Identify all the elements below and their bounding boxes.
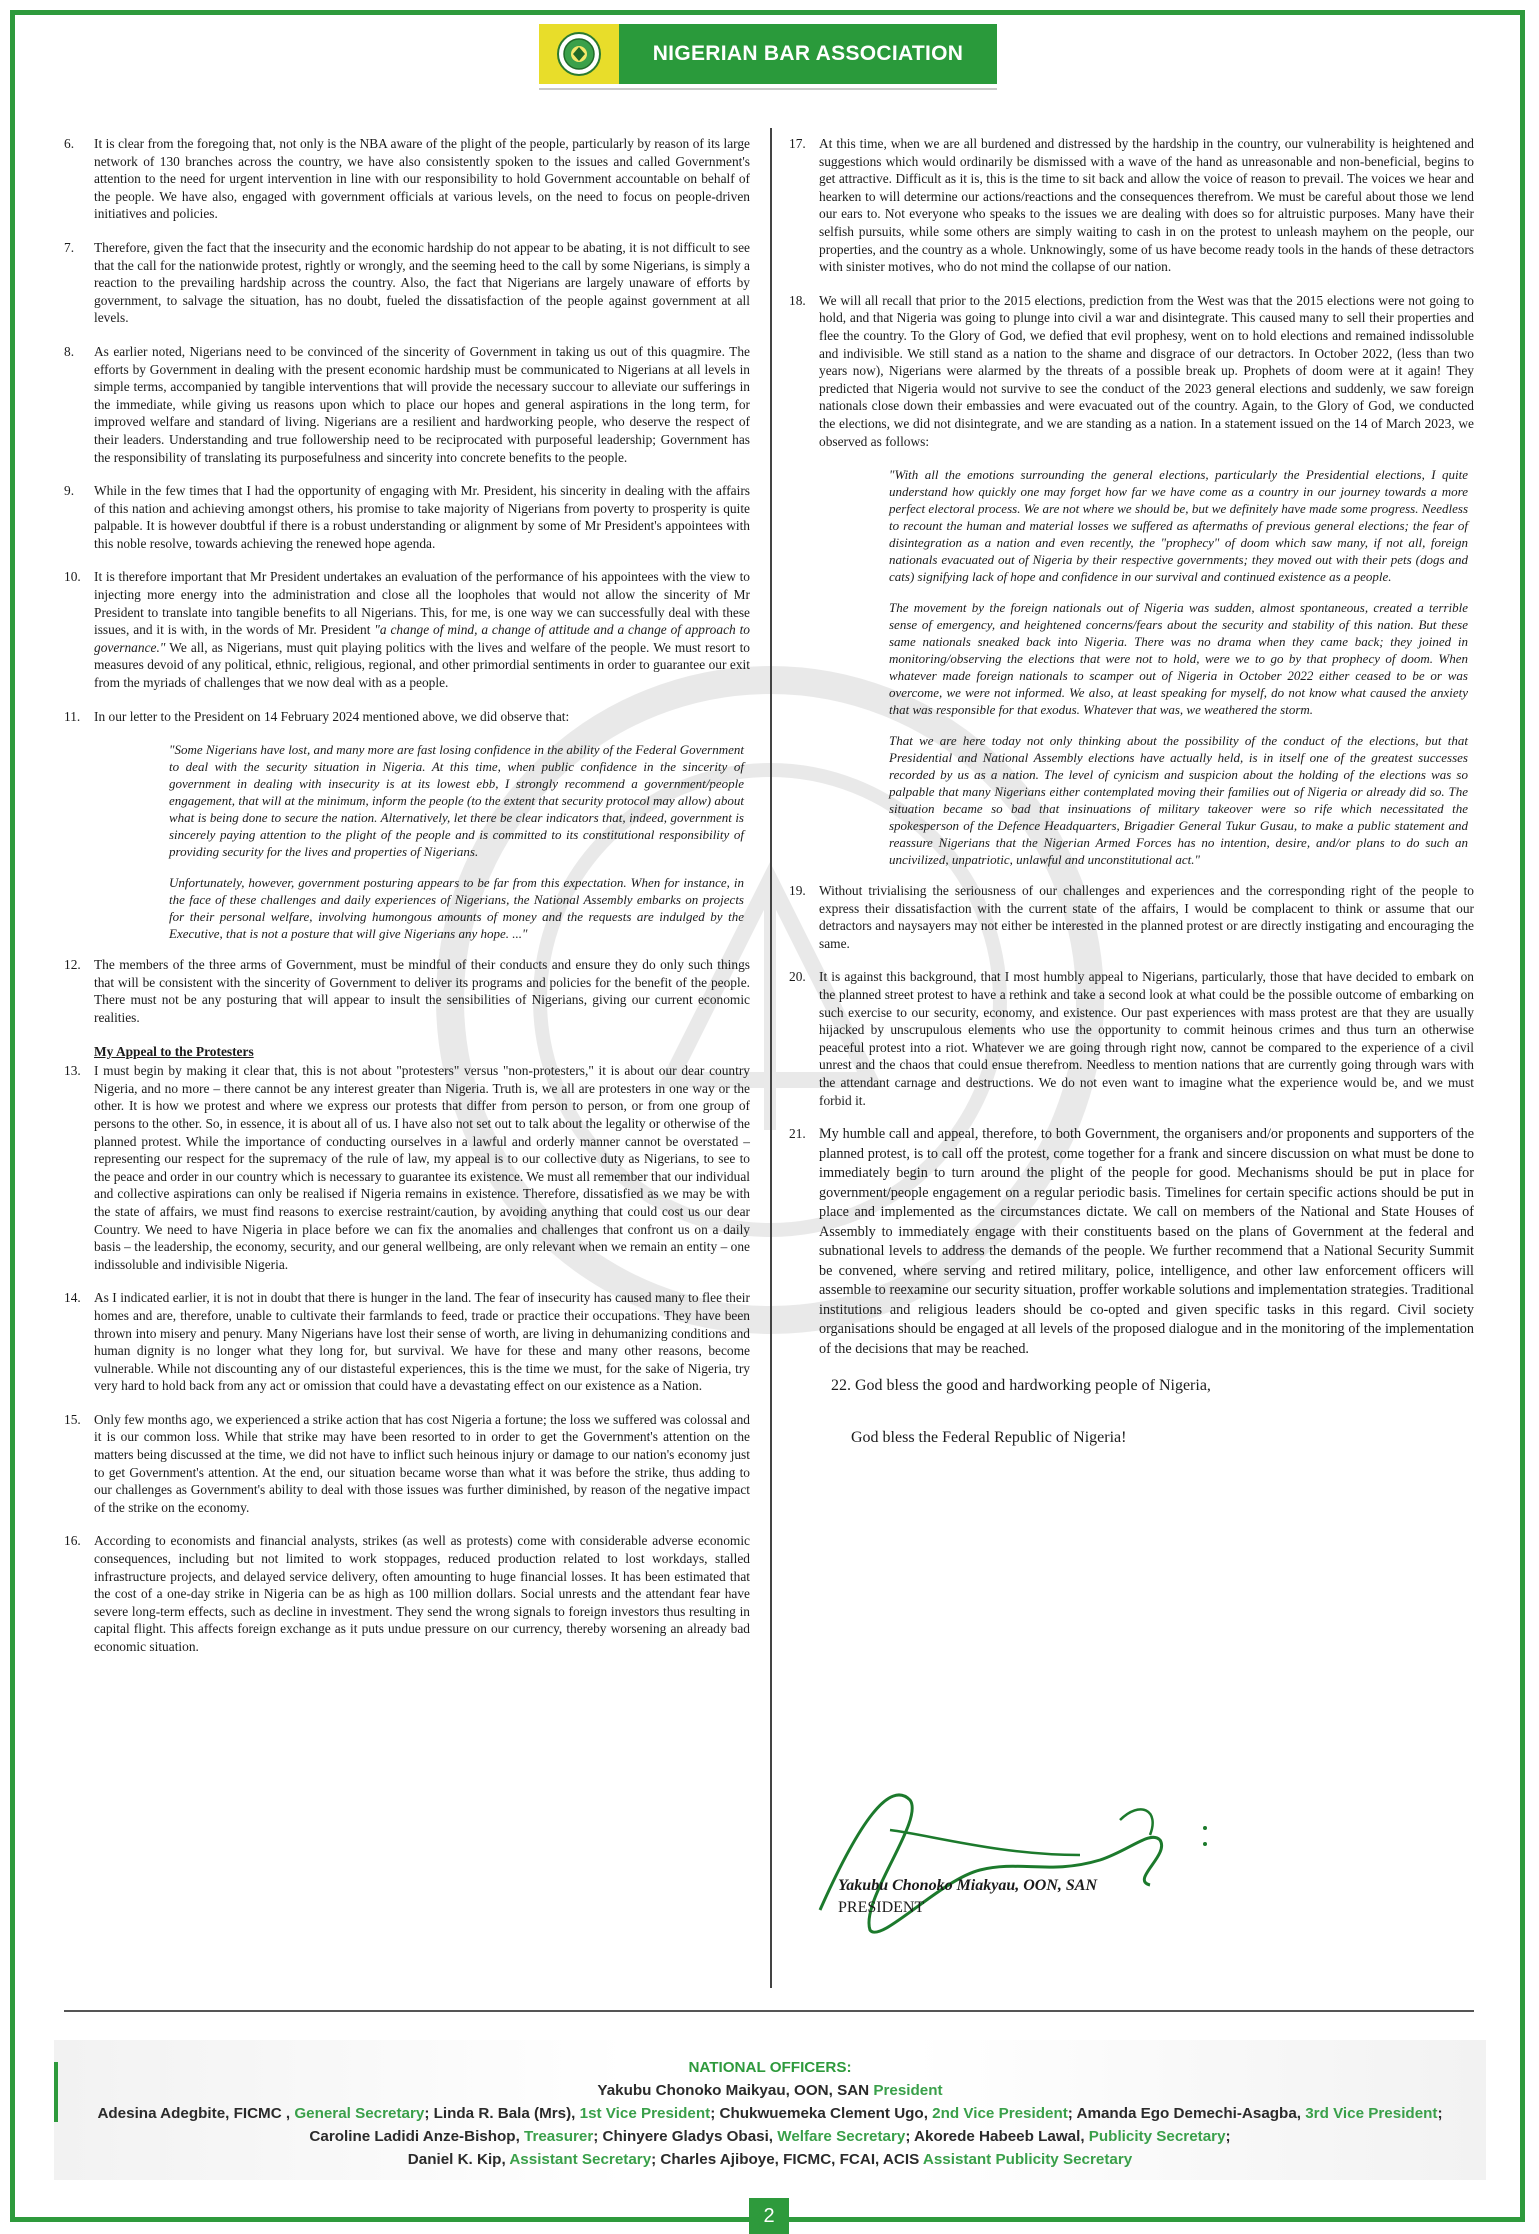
column-divider bbox=[770, 128, 772, 1988]
paragraph-10 bbox=[64, 568, 750, 691]
officer-role: Treasurer bbox=[524, 2128, 594, 2145]
officer-name: ; bbox=[1437, 2105, 1443, 2122]
officer-role: 2nd Vice President bbox=[932, 2105, 1068, 2122]
closing-line: God bless the Federal Republic of Nigeria! bbox=[851, 1429, 1127, 1447]
officer-name: ; Akorede Habeeb Lawal, bbox=[905, 2128, 1089, 2145]
paragraph-text: According to economists and financial analysts, strikes (as well as protests) come with considerable adverse economic consequences, including but not limited to work stoppages, reduced production related to lost workdays, stalled infrastructure projects, and delayed service delivery, often amounting to huge financial losses. It has been estimated that the cost of a one-day strike in Nigeria can be as high as 100 million dollars. Social unrests and the attendant fear have severe long-term effects, such as decline in investment. They send the wrong signals to foreign investors thus resulting in capital flight. This affects foreign exchange as it puts undue pressure on our currency, thereby worsening an already bad economic situation. bbox=[94, 1533, 750, 1654]
signatory-name: Yakubu Chonoko Miakyau, OON, SAN bbox=[838, 1877, 1098, 1894]
paragraph-number: 8. bbox=[64, 343, 75, 359]
paragraph-text: At this time, when we are all burdened and distressed by the hardship in the country, our vulnerability is heightened and suggestions which would ordinarily be dismissed with a wave of the hand as unreasonable and non-beneficial, begins to get attractive. Difficult as it is, this is the time to sit back and allow the voice of reason to prevail. The voices we hear and hearken to will determine our actions/reactions and the consequences therefrom. We must be careful about those we lend our ears to. Not everyone who speaks to the issues we are dealing with does so for altruistic purposes. Many have their selfish pursuits, while some others are simply waiting to cash in on the protest to unleash mayhem on the people, our properties, and the country as a whole. Unknowingly, some of us have become ready tools in the hands of these detractors with sinister motives, who do not mind the collapse of our nation. bbox=[819, 136, 1474, 275]
paragraph-number: 7. bbox=[64, 239, 75, 255]
officer-role: Assistant Publicity Secretary bbox=[922, 2151, 1133, 2168]
paragraph-number: 21. bbox=[789, 1126, 806, 1142]
officer-role: Publicity Secretary bbox=[1088, 2128, 1226, 2145]
officer-role: 3rd Vice President bbox=[1305, 2105, 1438, 2122]
paragraph-text: We will all recall that prior to the 2015 elections, prediction from the West was that the 2015 elections were not going to hold, and that Nigeria was going to plunge into civil a war and disintegrate. This caused many to sell their properties and flee the country. To the Glory of God, we defied that evil prophesy, went on to hold elections and remained indissoluble and indivisible. We still stand as a nation to the shame and disgrace of our detractors. In October 2022, (less than two years now), Nigerians were alarmed by the threats of a possible break up. Prophets of doom were at it again! They predicted that Nigeria would not survive to see the conduct of the 2023 general elections and suddenly, we saw foreign nationals close down their embassies and were evacuated out of the country. Again, to the Glory of God, we conducted the elections, we did not disintegrate, and we are standing as a nation. In a statement issued on the 14 of March 2023, we observed as follows: bbox=[819, 292, 1474, 449]
paragraph-text: Without trivialising the seriousness of our challenges and experiences and the corresponding right of the people to express their dissatisfaction with the current state of the affairs, I would be complacent to think or assume that our detractors and naysayers may not either be interested in the planned protest or are directly instigating and encouraging the same. bbox=[819, 883, 1474, 951]
officer-role: President bbox=[873, 2082, 943, 2099]
officer-name: ; Charles Ajiboye, FICMC, FCAI, ACIS bbox=[651, 2151, 923, 2168]
paragraph-number: 6. bbox=[64, 136, 75, 151]
left-column bbox=[64, 135, 750, 1672]
paragraph-text: My humble call and appeal, therefore, to both Government, the organisers and/or proponents and supporters of the planned protest, is to call off the protest, come together for a frank and sincere discussion on what must be done to immediately begin to turn around the plight of the people for good. Mechanisms should be put in place for government/people engagement on a regular periodic basis. Timelines for certain specific actions should be put in place and implemented as the circumstances dictate. We call on members of the National and State Houses of Assembly to immediately engage with their constituents based on the plans of Government at the federal and subnational levels to address the demands of the people. We further recommend that a National Security Summit be convened, where serving and retired military, police, intelligence, and other law enforcement officers will assemble to reexamine our security situation, proffer workable solutions and implementation strategies. Traditional institutions and religious leaders should be co-opted and given specific tasks in this regard. Civil society organisations should be engaged at all levels of the proposed dialogue and in the monitoring of the implementation of the decisions that may be reached. bbox=[819, 1126, 1474, 1357]
paragraph-text: It is clear from the foregoing that, not only is the NBA aware of the plight of the people, particularly by reason of its large network of 130 branches across the country, we have also consistently spoken to the issues and called Government's attention to the need for urgent intervention in line with our responsibility to hold Government accountable on behalf of the people. We have also, engaged with government officials at various levels, on the need to focus on people-driven initiatives and policies. bbox=[94, 136, 750, 222]
paragraph-7 bbox=[64, 239, 750, 327]
handwritten-signature bbox=[800, 1760, 1230, 1950]
officer-name: Caroline Ladidi Anze-Bishop, bbox=[309, 2128, 525, 2145]
right-column bbox=[789, 135, 1474, 1449]
officers-line-4 bbox=[54, 2148, 1486, 2171]
paragraph-text: The members of the three arms of Government, must be mindful of their conducts and ensure they do only such things that will be consistent with the sincerity of Government to deliver its programs and policies for the benefit of the people. There must not be any posturing that will appear to insult the sensibilities of Nigerians, giving our current economic realities. bbox=[94, 957, 750, 1025]
paragraph-text: I must begin by making it clear that, this is not about "protesters" versus "non-protesters," it is about our dear country Nigeria, and no more – there cannot be any interest greater than Nigeria. Truth is, we all are protesters in one way or the other. It is how we protest and where we express our protests that differ from person to person, or from one group of persons to the other. So, in essence, it is about all of us. I have also not set out to talk about the legality or otherwise of the planned protest. While the importance of conducting ourselves in a lawful and orderly manner cannot be overstated – representing our respect for the supremacy of the rule of law, my appeal is to our collective duty as Nigerians, to see to the peace and order in our country which is necessary to guarantee its existence. We must all remember that our individual and collective aspirations can only be realised if Nigeria remains in existence. Therefore, dissatisfied as we may be with the state of affairs, we must find reasons to exercise restraint/caution, by avoiding anything that could cost us our dear Country. We need to have Nigeria in place before we can fix the anomalies and challenges that confront us on a daily basis – the leadership, the economy, security, and our general wellbeing, are only relevant when we remain an entity – one indissoluble and indivisible Nigeria. bbox=[94, 1063, 750, 1272]
paragraph-15 bbox=[64, 1411, 750, 1517]
paragraph-text: As I indicated earlier, it is not in doubt that there is hunger in the land. The fear of insecurity has caused many to flee their homes and are, therefore, unable to cultivate their farmlands to feed, trade or practice their occupations. They have been thrown into misery and penury. Many Nigerians have lost their sense of worth, are living in dehumanizing conditions and human dignity is no longer what they long for, but survival. We have for these and many other reasons, become vulnerable. While not discounting any of our distasteful experiences, this is the time we must, for the sake of Nigeria, try very hard to hold back from any act or omission that could have a devastating effect on our existence as a Nation. bbox=[94, 1290, 750, 1394]
officers-line-3 bbox=[54, 2125, 1486, 2148]
officers-heading: NATIONAL OFFICERS: bbox=[688, 2059, 852, 2076]
officer-role: Assistant Secretary bbox=[509, 2151, 652, 2168]
section-heading: My Appeal to the Protesters bbox=[94, 1043, 254, 1059]
paragraph-text: While in the few times that I had the opportunity of engaging with Mr. President, his sincerity in dealing with the affairs of this nation and achieving amongst others, his promise to take majority of Nigerians from poverty to prosperity is quite palpable. It is however doubtful if there is a robust understanding or alignment by some of Mr President's appointees with this noble resolve, towards achieving the renewed hope agenda. bbox=[94, 483, 750, 551]
officer-role: General Secretary bbox=[294, 2105, 425, 2122]
paragraph-number: 16. bbox=[64, 1533, 81, 1549]
paragraph-text bbox=[94, 568, 750, 691]
page-number: 2 bbox=[749, 2198, 789, 2234]
paragraph-8 bbox=[64, 343, 750, 466]
officer-role: Welfare Secretary bbox=[777, 2128, 906, 2145]
paragraph-12 bbox=[64, 956, 750, 1026]
paragraph-20 bbox=[789, 968, 1474, 1109]
paragraph-number: 15. bbox=[64, 1411, 81, 1427]
officer-name: ; Linda R. Bala (Mrs), bbox=[424, 2105, 580, 2122]
header-rule bbox=[539, 88, 997, 90]
paragraph-number: 10. bbox=[64, 569, 81, 585]
paragraph-21 bbox=[789, 1125, 1474, 1359]
signatory-title: PRESIDENT bbox=[838, 1899, 925, 1916]
paragraph-14 bbox=[64, 1289, 750, 1395]
block-quote: "Some Nigerians have lost, and many more are fast losing confidence in the ability of the Federal Government to deal with the security situation in Nigeria. At this time, when public confidence in the sincerity of government in dealing with insecurity is at its lowest ebb, I strongly recommend a government/people engagement, that will at the minimum, inform the people (to the extent that security protocol may allow) about what is being done to secure the nation. Alternatively, let there be clear indicators that, indeed, government is sincerely paying attention to the plight of the people and is committed to its constitutional responsibility of providing security for the lives and properties of Nigerians. bbox=[169, 742, 744, 860]
officers-line-president bbox=[54, 2079, 1486, 2102]
paragraph-number: 19. bbox=[789, 883, 806, 899]
officer-name: Yakubu Chonoko Maikyau, OON, SAN bbox=[597, 2082, 870, 2099]
paragraph-13 bbox=[64, 1062, 750, 1273]
organization-name: NIGERIAN BAR ASSOCIATION bbox=[619, 24, 997, 84]
paragraph-text: Only few months ago, we experienced a strike action that has cost Nigeria a fortune; the loss we suffered was colossal and it is our common loss. While that strike may have been resorted to in order to get the Government's attention on the matters being discussed at the time, we did not have to inflict such heinous injury or damage to our nation's economy just to get Government's attention. At the end, our situation became worse than what it was before the strike, thus adding to our challenges as Government's ability to deal with those issues was further diminished, by reason of the negative impact of the strike on the economy. bbox=[94, 1411, 750, 1515]
block-quote: Unfortunately, however, government posturing appears to be far from this expectation. When for instance, in the face of these challenges and daily experiences of Nigerians, the National Assembly embarks on projects for their personal welfare, involving humongous amounts of money and the requests are indulged by the Executive, that is not a posture that will give Nigerians any hope. ..." bbox=[169, 875, 744, 942]
officer-name: ; bbox=[1225, 2128, 1231, 2145]
president-quote: "a change of mind, a change of attitude and a change of approach to governance." bbox=[94, 622, 750, 655]
national-officers bbox=[54, 2056, 1486, 2171]
paragraph-11 bbox=[64, 708, 750, 726]
paragraph-9 bbox=[64, 482, 750, 552]
paragraph-number: 20. bbox=[789, 969, 806, 985]
officer-name: Adesina Adegbite, FICMC , bbox=[97, 2105, 295, 2122]
paragraph-text: As earlier noted, Nigerians need to be convinced of the sincerity of Government in taking us out of this quagmire. The efforts by Government in dealing with the present economic hardship must be communicated to Nigerians at all levels in simple terms, accompanied by tangible interventions that will provide the necessary succour to alleviate our sufferings in the immediate, while giving us reasons upon which to place our hopes and general aspirations in the long term, for improved welfare and standard of living. Nigerians are a resilient and hardworking people, who deserve the respect of their leaders. Understanding and true followership need to be reciprocated with purposeful leadership; Government has the responsibility of translating its purposefulness and sincerity into concrete benefits to the people. bbox=[94, 343, 750, 465]
nba-seal-logo-icon bbox=[539, 24, 619, 84]
paragraph-number: 9. bbox=[64, 483, 75, 499]
paragraph-text: Therefore, given the fact that the insecurity and the economic hardship do not appear to be abating, it is not difficult to see that the call for the nationwide protest, rightly or wrongly, and the seeming heed to the call by some Nigerians, is simply a reaction to the prevailing hardship across the country. Also, the fact that Nigerians are largely unaware of efforts by government, to salvage the situation, has no doubt, fueled the dissatisfaction of the people against government at all levels. bbox=[94, 239, 750, 326]
closing-line: 22. God bless the good and hardworking people of Nigeria, bbox=[831, 1377, 1211, 1395]
paragraph-number: 12. bbox=[64, 957, 81, 973]
footer-rule bbox=[64, 2010, 1474, 2012]
signatory-block bbox=[838, 1875, 1097, 1919]
paragraph-number: 18. bbox=[789, 292, 806, 308]
block-quote: That we are here today not only thinking about the possibility of the conduct of the elections, but that Presidential and National Assembly elections have actually held, is in itself one of the greatest successes recorded by us as a nation. The level of cynicism and suspicion about the holding of the elections was so palpable that many Nigerians either contemplated moving their families out of Nigeria or already did so. The situation became so bad that insinuations of military takeover were so rife which necessitated the spokesperson of the Defence Headquarters, Brigadier General Tukur Gusau, to make a public statement and reassure Nigerians that the Nigerian Armed Forces has no intention, desire, and/or plans to do such an uncivilized, unpatriotic, unlawful and unconstitutional act." bbox=[889, 733, 1468, 868]
officers-line-2 bbox=[54, 2102, 1486, 2125]
paragraph-text: It is against this background, that I most humbly appeal to Nigerians, particularly, those that have decided to embark on the planned street protest to have a rethink and take a second look at what could be the possible outcome of embarking on such exercise to our security, economy, and existence. Our past experiences with mass protest are that they are usually hijacked by unscrupulous elements who use the opportunity to commit heinous crimes and thus turn an otherwise peaceful protest into a riot. Whatever we are going through right now, cannot be compared to the experience of a civil unrest and the chaos that could ensue therefrom. Needless to mention nations that are currently going through wars with the attendant carnage and destructions. We do not even want to imagine what the experience would be, and we must forbid it. bbox=[819, 969, 1474, 1108]
paragraph-6 bbox=[64, 135, 750, 223]
paragraph-17 bbox=[789, 135, 1474, 276]
officer-name: ; Chinyere Gladys Obasi, bbox=[593, 2128, 778, 2145]
paragraph-text-part: It is therefore important that Mr President undertakes an evaluation of the performance of his appointees with the view to injecting more energy into the administration and close all the loopholes that would not allow the sincerity of Mr President to translate into tangible benefits to all Nigerians. This, for me, is one way we can successfully deal with these issues, and it is with, in the words of Mr. President bbox=[94, 569, 750, 638]
paragraph-number: 14. bbox=[64, 1290, 81, 1306]
paragraph-19 bbox=[789, 882, 1474, 952]
block-quote: The movement by the foreign nationals out of Nigeria was sudden, almost spontaneous, created a terrible sense of emergency, and heightened concerns/fears about the security and stability of this nation. But these same nationals sneaked back into Nigeria. There was no drama when they came back; they joined in monitoring/observing the elections that were not to hold, were we to go by that prophecy of doom. When whatever made foreign nationals to scamper out of Nigeria in October 2022 either ceased to be or was overcome, we were not informed. We also, at least speaking for myself, do not know what caused the anxiety that was responsible for that exodus. Whatever that was, we weathered the storm. bbox=[889, 600, 1468, 718]
block-quote: "With all the emotions surrounding the general elections, particularly the Presidential elections, I quite understand how quickly one may forget how far we have come as a country in our journey towards a more perfect electoral process. We are not where we should be, but we definitely have made some progress. Needless to recount the human and material losses we suffered as aftermaths of previous general elections; the fear of disintegration as a nation and even recently, the "prophecy" of doom which saw many, if not all, foreign nationals evacuated out of Nigeria by their respective governments; they moved out with their pets (dogs and cats) signifying lack of hope and confidence in our survival and continued existence as a people. bbox=[889, 467, 1468, 585]
officer-name: Daniel K. Kip, bbox=[407, 2151, 510, 2168]
paragraph-16 bbox=[64, 1532, 750, 1655]
officer-name: ; Amanda Ego Demechi-Asagba, bbox=[1067, 2105, 1306, 2122]
letterhead bbox=[539, 24, 997, 84]
closing-blessing bbox=[831, 1375, 1474, 1449]
paragraph-number: 11. bbox=[64, 708, 81, 724]
paragraph-18 bbox=[789, 292, 1474, 450]
paragraph-text-part: We all, as Nigerians, must quit playing politics with the lives and welfare of the people. We must resort to measures devoid of any political, ethnic, religious, regional, and other primordial sentiments in order to guarantee our exit from the myriads of challenges that we now deal with as a people. bbox=[94, 639, 750, 691]
paragraph-number: 17. bbox=[789, 136, 806, 151]
officer-role: 1st Vice President bbox=[579, 2105, 711, 2122]
paragraph-text: In our letter to the President on 14 February 2024 mentioned above, we did observe that: bbox=[94, 708, 570, 724]
paragraph-number: 13. bbox=[64, 1063, 81, 1079]
officer-name: ; Chukwuemeka Clement Ugo, bbox=[710, 2105, 933, 2122]
